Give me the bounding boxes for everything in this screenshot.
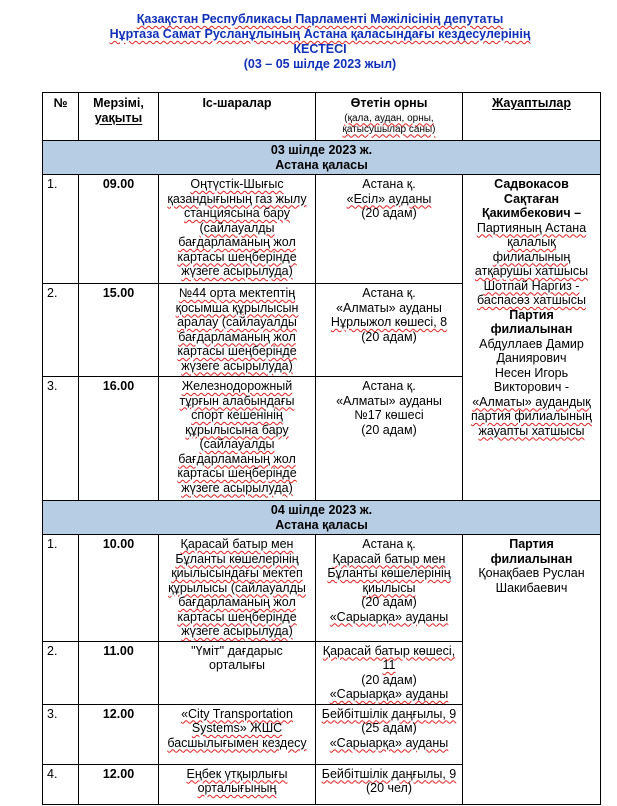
header-line-1: Қазақстан Республикасы Парламенті Мәжілісінің депутаты — [136, 12, 504, 26]
header-line-3: КЕСТЕСІ — [293, 42, 347, 56]
row-place: Астана қ. «Алматы» ауданы №17 көшесі (20 адам) — [316, 377, 463, 501]
schedule-table — [42, 92, 601, 805]
row-time: 10.00 — [79, 535, 159, 642]
document-header — [40, 12, 600, 72]
col-header-place: Өтетін орны (қала, аудан, орны, қатысушылар саны) — [316, 93, 463, 141]
day-row — [43, 141, 601, 175]
row-time: 15.00 — [79, 284, 159, 377]
row-time: 09.00 — [79, 175, 159, 284]
row-activity: Железнодорожный тұрғын алабындағы спорт кешенінің құрылысына бару (сайлауалды бағдарламаның жол картасы шеңберінде жүзеге асырылуда) — [159, 377, 316, 501]
row-activity: Қарасай батыр мен Бұланты көшелерінің қиылысындағы мектеп құрылысы (сайлауалды бағдарламаның жол картасы шеңберінде жүзеге асырылуда) — [159, 535, 316, 642]
row-number: 4. — [43, 764, 79, 804]
header-line-4: (03 – 05 шілде 2023 жыл) — [243, 57, 397, 71]
row-number: 1. — [43, 175, 79, 284]
day-heading: 04 шілде 2023 ж. Астана қаласы — [43, 501, 601, 535]
row-number: 1. — [43, 535, 79, 642]
col-header-no: № — [43, 93, 79, 141]
day-row — [43, 501, 601, 535]
col-header-responsible: Жауаптылар — [463, 93, 601, 141]
row-place: Қарасай батыр көшесі, 11 (20 адам) «Сарыарқа» ауданы — [316, 641, 463, 704]
table-header-row — [43, 93, 601, 141]
row-activity: Еңбек үтқырлығы орталығының — [159, 764, 316, 804]
row-place: Астана қ. «Есіл» ауданы (20 адам) — [316, 175, 463, 284]
row-activity: "Үміт" дағдарыс орталығы — [159, 641, 316, 704]
row-place: Астана қ. Қарасай батыр мен Бұланты көшелерінің қиылысы (20 адам) «Сарыарқа» ауданы — [316, 535, 463, 642]
header-line-2: Нұртаза Самат Русланұлының Астана қаласындағы кездесулерінің — [109, 27, 531, 41]
row-time: 16.00 — [79, 377, 159, 501]
row-place: Бейбітшілік даңғылы, 9 (20 чел) — [316, 764, 463, 804]
row-activity: №44 орта мектептің қосымша құрылысын аралау (сайлауалды бағдарламаның жол картасы шеңберінде жүзеге асырылуда) — [159, 284, 316, 377]
row-place: Бейбітшілік даңғылы, 9 (25 адам) «Сарыарқа» ауданы — [316, 704, 463, 764]
row-activity: «City Transportation Systems» ЖШС басшылығымен кездесу — [159, 704, 316, 764]
table-row — [43, 175, 601, 284]
row-activity: Оңтүстік-Шығыс қазандығының газ жылу станциясына бару (сайлауалды бағдарламаның жол картасы шеңберінде жүзеге асырылуда) — [159, 175, 316, 284]
row-number: 3. — [43, 704, 79, 764]
row-time: 12.00 — [79, 704, 159, 764]
table-row — [43, 535, 601, 642]
day-heading: 03 шілде 2023 ж. Астана қаласы — [43, 141, 601, 175]
row-number: 2. — [43, 641, 79, 704]
row-place: Астана қ. «Алматы» ауданы Нұрлыжол көшесі, 8 (20 адам) — [316, 284, 463, 377]
row-time: 12.00 — [79, 764, 159, 804]
col-header-activity: Іс-шаралар — [159, 93, 316, 141]
responsible-cell: Садвокасов Сақтаған Қакимбекович – Партияның Астана қалалық филиалының атқарушы хатшысы Шотпай Наргиз - баспасөз хатшысы Партия филиалынан Абдуллаев Дамир Даниярович Несен Игорь Викторович - «Алматы» аудандық партия филиалының жауапты хатшысы — [463, 175, 601, 501]
row-number: 3. — [43, 377, 79, 501]
col-header-date: Мерзімі, уақыты — [79, 93, 159, 141]
responsible-cell: Партия филиалынан Қонақбаев Руслан Шакибаевич — [463, 535, 601, 805]
row-number: 2. — [43, 284, 79, 377]
row-time: 11.00 — [79, 641, 159, 704]
